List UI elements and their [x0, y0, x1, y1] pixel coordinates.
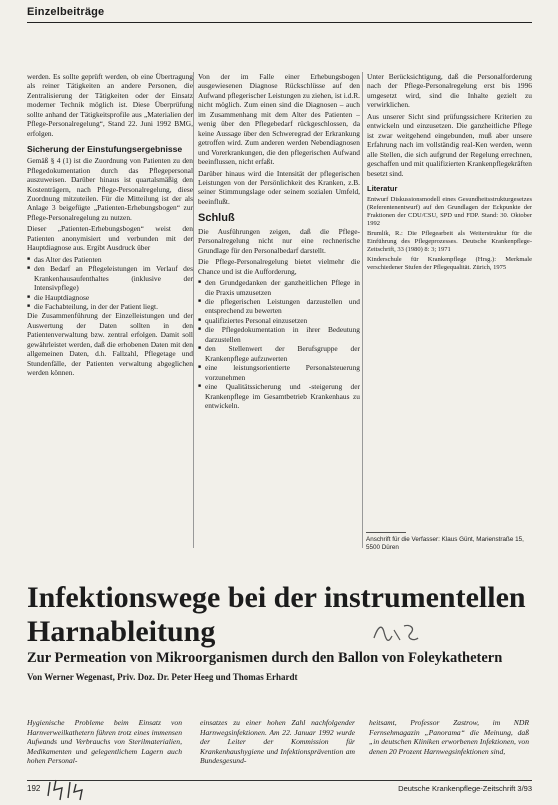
- column-3: [362, 72, 532, 548]
- bullet-item: ■ die pflegerischen Leistungen darzustellen und entsprechend zu bewerten: [198, 297, 360, 316]
- section-heading: Schluß: [198, 212, 235, 225]
- literature-heading: Literatur: [367, 183, 398, 193]
- intro-column-1: Hygienische Probleme beim Einsatz von Harnverweilkathetern führen trotz eines immensen Aufwands und Verbrauchs von Sterilmaterialien, Medikamenten und gelegentlichem Lagern auch hohen Personal-: [27, 718, 182, 765]
- bullet-item: ■ eine Qualitätssicherung und -steigerung der Krankenpflege im Gesamtbetrieb Krankenhaus zu entwickeln.: [198, 382, 360, 410]
- bullet-item: ■ den Grundgedanken der ganzheitlichen Pflege in die Praxis umzusetzen: [198, 278, 360, 297]
- bullet-item: ■ die Fachabteilung, in der der Patient liegt.: [27, 302, 193, 311]
- article-byline: Von Werner Wegenast, Priv. Doz. Dr. Peter Heeg und Thomas Erhardt: [27, 672, 298, 682]
- section-label: Einzelbeiträge: [27, 6, 105, 18]
- article-subtitle: Zur Permeation von Mikroorganismen durch den Ballon von Foleykathetern: [27, 650, 503, 666]
- journal-reference: Deutsche Krankenpflege-Zeitschrift 3/93: [398, 784, 532, 793]
- handwritten-mark-icon: [370, 618, 422, 648]
- bullet-item: ■ die Pflegedokumentation in ihrer Bedeutung darzustellen: [198, 325, 360, 344]
- bullet-item: ■ die Hauptdiagnose: [27, 293, 193, 302]
- paragraph: Von der im Falle einer Erhebungsbogen ausgewiesenen Diagnose Rückschlüsse auf den Aufwand pflegerischer Leistungen zu ziehen, ist i.d.R. nicht möglich. Zum einen sind die Diagnosen – auch im Zusammenhang mit dem Alter des Patienten – wenig über den Pflegebedarf rückgeschlossen, da keine Aussage über den Schweregrad der Erkrankung getroffen wird. Zum anderen werden Nebendiagnosen und Vorerkrankungen, die den pflegerischen Aufwand beeinflussen, nicht erfaßt.: [198, 72, 360, 167]
- paragraph: Aus unserer Sicht sind prüfungssichere Kriterien zu entwickeln und einzusetzen. Die ganzheitliche Pflege ist zwar weitgehend eingebunden, muß aber unsere Erfahrung nach im vollständig real-Ken werden, wenn alle Stellen, die sich aufgrund der Regelung errechnen, geschaffen und mit qualifizierten Krankenpflegekräften besetzt sind.: [367, 111, 532, 178]
- page-number: 192: [27, 784, 41, 793]
- literature-item: Kinderschule für Krankenpflege (Hrsg.): Merkmale verschiedener Stufen der Pflegequalität. Zürich, 1975: [367, 256, 532, 272]
- bullet-item: ■ den Bedarf an Pflegeleistungen im Verlauf des Krankenhausaufenthaltes (inklusive der Intensivpflege): [27, 264, 193, 292]
- paragraph: werden. Es sollte geprüft werden, ob eine Übertragung als reiner Tätigkeiten an andere Personen, die Zentralisierung der Tätigkeiten oder der Einsatz moderner Technik möglich ist. Diese Überprüfung sollte anhand der Tätigkeitsprofile aus „Materialien der Pflege-Personalregelung“, Stand 22. Juni 1992 BMG, erfolgen.: [27, 72, 193, 138]
- literature-item: Entwurf Diskussionsmodell eines Gesundheitsstrukturgesetzes (Referentenentwurf) auf den Grundlagen der Eckpunkte der Fraktionen der CDU/CSU, SPD und FDP. Stand: 30. Oktober 1992: [367, 196, 532, 228]
- author-address: Anschrift für die Verfasser: Klaus Günt, Marienstraße 15, 5500 Düren: [366, 536, 524, 551]
- bullet-list: [198, 278, 360, 410]
- article-title: Infektionswege bei der instrumentellen Harnableitung: [27, 581, 526, 648]
- paragraph: Unter Berücksichtigung, daß die Personalforderung nach der Pflege-Personalregelung erst bis 1996 umgesetzt wird, sind die Inhalte gezielt zu verwirklichen.: [367, 72, 532, 110]
- intro-column-2: einsatzes zu einer hohen Zahl nachfolgender Harnwegsinfektionen. Am 22. Januar 1992 wurde der Leiter der Kommission für Krankenhaushygiene und Infektionsprävention am Bundesgesund-: [200, 718, 355, 765]
- bullet-list: [27, 255, 193, 312]
- literature-list: [367, 196, 532, 272]
- author-note-rule: [366, 532, 406, 533]
- column-1: [27, 72, 193, 548]
- intro-column-3: heitsamt, Professor Zastrow, im NDR Fernsehmagazin „Panorama“ die Meinung, daß „in deutschen Kliniken erworbenen Infektionen, von denen 20 Prozent Harnwegsinfektionen sind,: [369, 718, 529, 756]
- literature-item: Brumlik, R.: Die Pflegearbeit als Weiterstruktur für die Einführung des Pflegeprozesses. Deutsche Krankenpflege-Zeitschrift, 33 (1980) 8: 3; 1971: [367, 230, 532, 254]
- paragraph: Die Pflege-Personalregelung bietet vielmehr die Chance und ist die Aufforderung,: [198, 257, 360, 276]
- bullet-item: ■ eine leistungsorientierte Personalsteuerung vorzunehmen: [198, 363, 360, 382]
- paragraph: Die Zusammenführung der Einzelleistungen und der Auswertung der Daten sollten in den Patientenverwaltung bzw. zentral erfolgen. Damit soll gewährleistet werden, daß die erhobenen Daten mit den allgemeinen Daten, d.h. Fallzahl, Pflegetage und Stundenfälle, der Patienten verwaltung abgeglichen werden können.: [27, 311, 193, 378]
- bullet-item: ■ qualifiziertes Personal einzusetzen: [198, 316, 360, 325]
- section-heading: Sicherung der Einstufungsergebnisse: [27, 144, 183, 155]
- bullet-item: ■ das Alter des Patienten: [27, 255, 193, 264]
- paragraph: Dieser „Patienten-Erhebungsbogen“ weist den Patienten anonymisiert und verbunden mit der Hauptdiagnose aus. Ergibt Ausdruck über: [27, 224, 193, 253]
- paragraph: Gemäß § 4 (1) ist die Zuordnung von Patienten zu den Pflegedokumentation durch das Pflegepersonal auszuweisen. Darüber hinaus ist quartalsmäßig den Kostenträgern, nach Pflege-Personalregelung, diese Zuordnung mitzuteilen. Für die Mitteilung ist der als Anlage 3 beigefügte „Patienten-Erhebungsbogen“ zur Pflege-Personalregelung zu nutzen.: [27, 156, 193, 222]
- paragraph: Die Ausführungen zeigen, daß die Pflege-Personalregelung nicht nur eine rechnerische Grundlage für den Personalbedarf darstellt.: [198, 226, 360, 255]
- top-rule: [27, 22, 532, 23]
- paragraph: Darüber hinaus wird die Intensität der pflegerischen Leistungen von der Persönlichkeit des Kranken, z.B. seiner Stimmungslage oder seinem sozialen Umfeld, beeinflußt.: [198, 168, 360, 206]
- bullet-item: ■ den Stellenwert der Berufsgruppe der Krankenpflege aufzuwerten: [198, 344, 360, 363]
- column-2: [193, 72, 360, 548]
- handwritten-annotation-icon: [44, 776, 104, 802]
